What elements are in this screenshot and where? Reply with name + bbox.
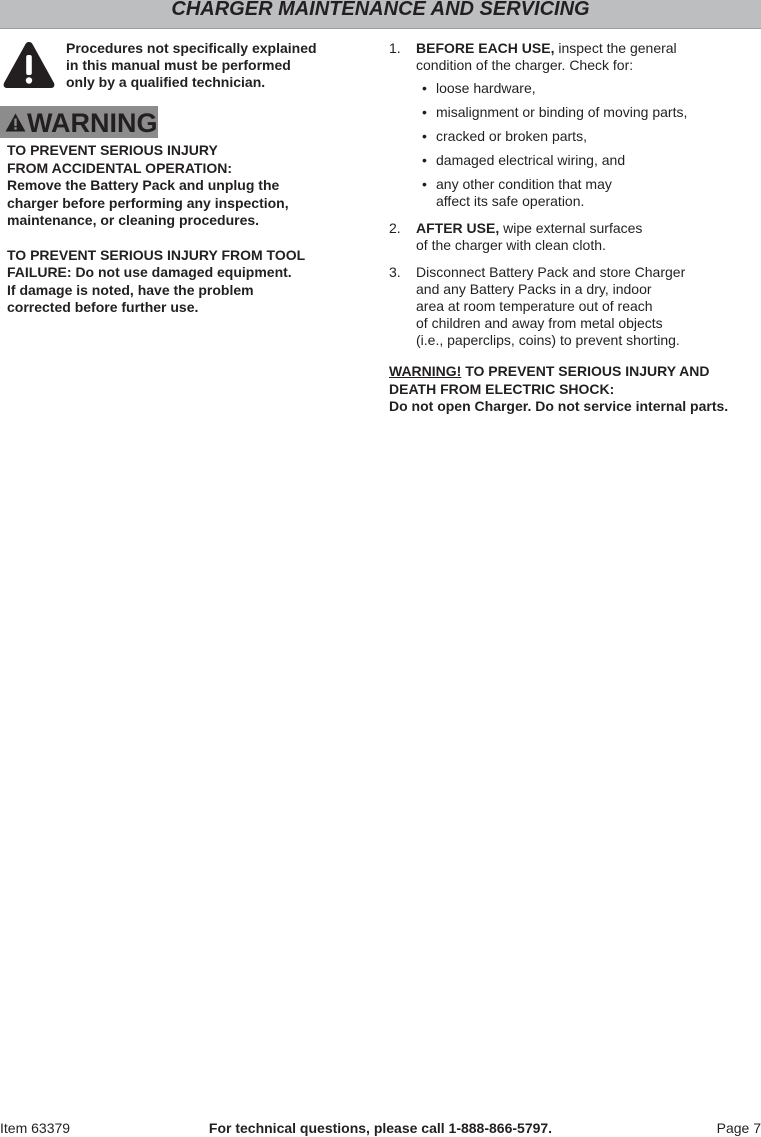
- warning-label: [0, 106, 158, 138]
- warning-label-text: WARNING: [27, 108, 158, 138]
- step-lead: AFTER USE,: [416, 220, 500, 236]
- electric-shock-warning: [389, 363, 759, 416]
- bullet-icon: •: [422, 176, 427, 192]
- warning-paragraph-tool-failure: TO PREVENT SERIOUS INJURY FROM TOOL FAILURE: Do not use damaged equipment. If damage is noted, have the problem corrected before further use.: [7, 246, 306, 315]
- maintenance-steps: [389, 40, 759, 416]
- step-1: [389, 40, 759, 210]
- warning-lead: WARNING!: [389, 363, 462, 379]
- step-text: [416, 264, 759, 349]
- caution-text: Procedures not specifically explained in this manual must be performed only by a qualified technician.: [66, 40, 317, 90]
- warning-line-2: DEATH FROM ELECTRIC SHOCK:: [389, 380, 615, 397]
- item-number: Item 63379: [0, 1120, 71, 1136]
- bullet-icon: •: [422, 128, 427, 144]
- step-2: [389, 220, 759, 254]
- step-text: [416, 40, 759, 74]
- step-number: 1.: [389, 40, 401, 56]
- list-item: • cracked or broken parts,: [422, 128, 587, 144]
- warning-body: [7, 142, 347, 317]
- warning-triangle-icon: [5, 113, 26, 132]
- step-text: [416, 220, 759, 254]
- step-description: Disconnect Battery Pack and store Charger and any Battery Packs in a dry, indoor area at room temperature out of reach of children and away from metal objects (i.e., paperclips, coins) to prevent shorting.: [416, 264, 686, 348]
- step-number: 3.: [389, 264, 401, 280]
- section-header: [0, 0, 761, 29]
- page-number: Page 7: [716, 1120, 761, 1136]
- bullet-icon: •: [422, 152, 427, 168]
- exclamation-triangle-icon: [2, 41, 56, 89]
- warning-line-1: TO PREVENT SERIOUS INJURY AND: [461, 363, 710, 379]
- step-number: 2.: [389, 220, 401, 236]
- warning-line-3: Do not open Charger. Do not service internal parts.: [389, 398, 729, 414]
- step-lead: BEFORE EACH USE,: [416, 40, 555, 56]
- step-3: [389, 264, 759, 349]
- inspection-checklist: [416, 80, 759, 210]
- bullet-icon: •: [422, 104, 427, 120]
- bullet-icon: •: [422, 80, 427, 96]
- list-item: • misalignment or binding of moving parts,: [422, 104, 688, 120]
- warning-paragraph-accidental-operation: TO PREVENT SERIOUS INJURY FROM ACCIDENTAL OPERATION: Remove the Battery Pack and unplug the charger before performing any inspection, maintenance, or cleaning procedures.: [7, 142, 289, 228]
- technical-support-line: For technical questions, please call 1-888-866-5797.: [208, 1120, 553, 1136]
- list-item: • any other condition that may affect its safe operation.: [422, 176, 612, 209]
- list-item: • loose hardware,: [422, 80, 536, 96]
- section-title: CHARGER MAINTENANCE AND SERVICING: [171, 0, 590, 20]
- list-item: • damaged electrical wiring, and: [422, 152, 626, 168]
- step-description: wipe external surfaces of the charger with clean cloth.: [416, 220, 643, 253]
- step-description: inspect the general condition of the charger. Check for:: [416, 40, 677, 73]
